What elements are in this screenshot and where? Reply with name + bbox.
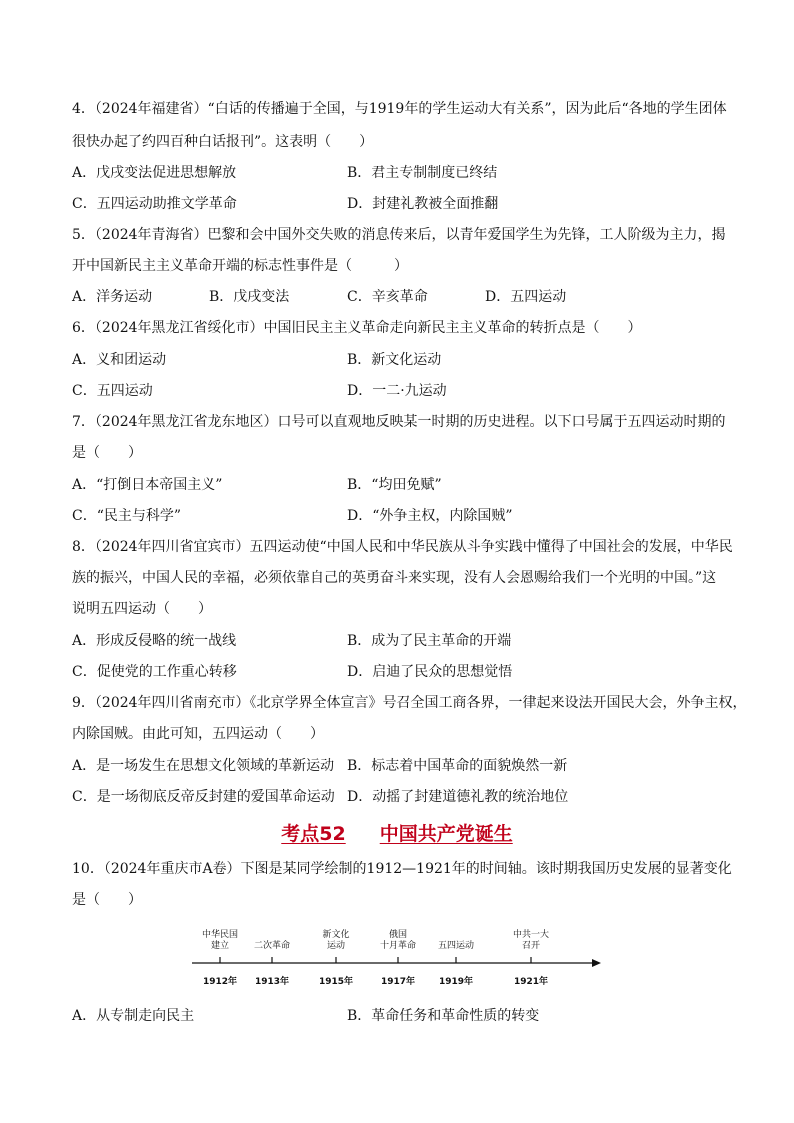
option-a: A．从专制走向民主 [72, 1008, 195, 1024]
option-a: A．形成反侵略的统一战线 [72, 633, 237, 649]
question-10-line-1: 10．（2024年重庆市A卷）下图是某同学绘制的1912—1921年的时间轴。该时期我国历史发展的显著变化 [72, 861, 732, 877]
option-c: C．是一场彻底反帝反封建的爱国革命运动 [72, 789, 335, 805]
option-d: D．动摇了封建道德礼教的统治地位 [347, 789, 569, 805]
section-heading-title: 中国共产党诞生 [379, 823, 513, 845]
timeline-year-label: 1913年 [254, 977, 290, 987]
question-10-line-2: 是（ ） [72, 892, 142, 908]
question-8-line-2: 族的振兴，中国人民的幸福，必须依靠自己的英勇奋斗来实现，没有人会恩赐给我们一个光明的中国。”这 [72, 570, 717, 586]
timeline-event-label: 俄国 [388, 930, 408, 940]
option-c: C．五四运动 [72, 383, 153, 399]
timeline-year-label: 1917年 [380, 977, 416, 987]
question-5-line-1: 5．（2024年青海省）巴黎和会中国外交失败的消息传来后，以青年爱国学生为先锋，工人阶级为主力，揭 [72, 227, 726, 243]
section-heading-number: 考点52 [281, 823, 346, 845]
option-c: C．五四运动助推文学革命 [72, 196, 237, 212]
question-4-line-1: 4．（2024年福建省）“白话的传播遍于全国，与1919年的学生运动大有关系”，因为此后“各地的学生团体 [72, 101, 727, 117]
timeline-diagram [190, 926, 610, 996]
section-heading [0, 821, 794, 847]
option-d: D．“外争主权，内除国贼” [347, 508, 513, 524]
question-8-line-3: 说明五四运动（ ） [72, 601, 212, 617]
option-a: A．戊戌变法促进思想解放 [72, 165, 237, 181]
question-7-line-1: 7．（2024年黑龙江省龙东地区）口号可以直观地反映某一时期的历史进程。以下口号属于五四运动时期的 [72, 414, 726, 430]
timeline-event-label: 中华民国 [201, 930, 239, 940]
timeline-event-label: 召开 [521, 941, 541, 951]
question-5-line-2: 开中国新民主主义革命开端的标志性事件是（ ） [72, 258, 408, 274]
question-8-line-1: 8．（2024年四川省宜宾市）五四运动使“中国人民和中华民族从斗争实践中懂得了中国社会的发展，中华民 [72, 539, 733, 555]
question-6-line-1: 6．（2024年黑龙江省绥化市）中国旧民主主义革命走向新民主主义革命的转折点是（ ） [72, 320, 642, 336]
option-b: B．“均田免赋” [347, 477, 442, 493]
timeline-event-label: 二次革命 [253, 941, 291, 951]
timeline-event-label: 十月革命 [379, 941, 417, 951]
option-b: B．成为了民主革命的开端 [347, 633, 512, 649]
timeline-event-label: 运动 [326, 941, 346, 951]
question-7-line-2: 是（ ） [72, 445, 142, 461]
option-b: B．革命任务和革命性质的转变 [347, 1008, 540, 1024]
option-d: D．封建礼教被全面推翻 [347, 196, 499, 212]
timeline-year-label: 1919年 [438, 977, 474, 987]
option-a: A．“打倒日本帝国主义” [72, 477, 223, 493]
timeline-year-label: 1912年 [202, 977, 238, 987]
timeline-event-label: 中共一大 [512, 930, 550, 940]
option-b: B．君主专制制度已终结 [347, 165, 498, 181]
option-c: C．辛亥革命 [347, 289, 428, 305]
option-c: C．促使党的工作重心转移 [72, 664, 237, 680]
option-c: C．“民主与科学” [72, 508, 182, 524]
option-d: D．启迪了民众的思想觉悟 [347, 664, 513, 680]
option-d: D．一二·九运动 [347, 383, 447, 399]
option-b: B．戊戌变法 [209, 289, 290, 305]
timeline-event-label: 新文化 [322, 930, 350, 940]
timeline-year-label: 1921年 [513, 977, 549, 987]
question-4-line-2: 很快办起了约四百种白话报刊”。这表明（ ） [72, 134, 374, 150]
option-a: A．义和团运动 [72, 352, 167, 368]
option-b: B．标志着中国革命的面貌焕然一新 [347, 758, 568, 774]
option-a: A．是一场发生在思想文化领域的革新运动 [72, 758, 335, 774]
timeline-arrow-icon [592, 959, 601, 967]
option-a: A．洋务运动 [72, 289, 153, 305]
option-b: B．新文化运动 [347, 352, 442, 368]
question-9-line-1: 9．（2024年四川省南充市）《北京学界全体宣言》号召全国工商各界，一律起来设法开国民大会，外争主权， [72, 695, 747, 711]
option-d: D．五四运动 [485, 289, 567, 305]
timeline-event-label: 五四运动 [437, 941, 475, 951]
question-9-line-2: 内除国贼。由此可知，五四运动（ ） [72, 726, 324, 742]
timeline-event-label: 建立 [210, 941, 230, 951]
timeline-year-label: 1915年 [318, 977, 354, 987]
